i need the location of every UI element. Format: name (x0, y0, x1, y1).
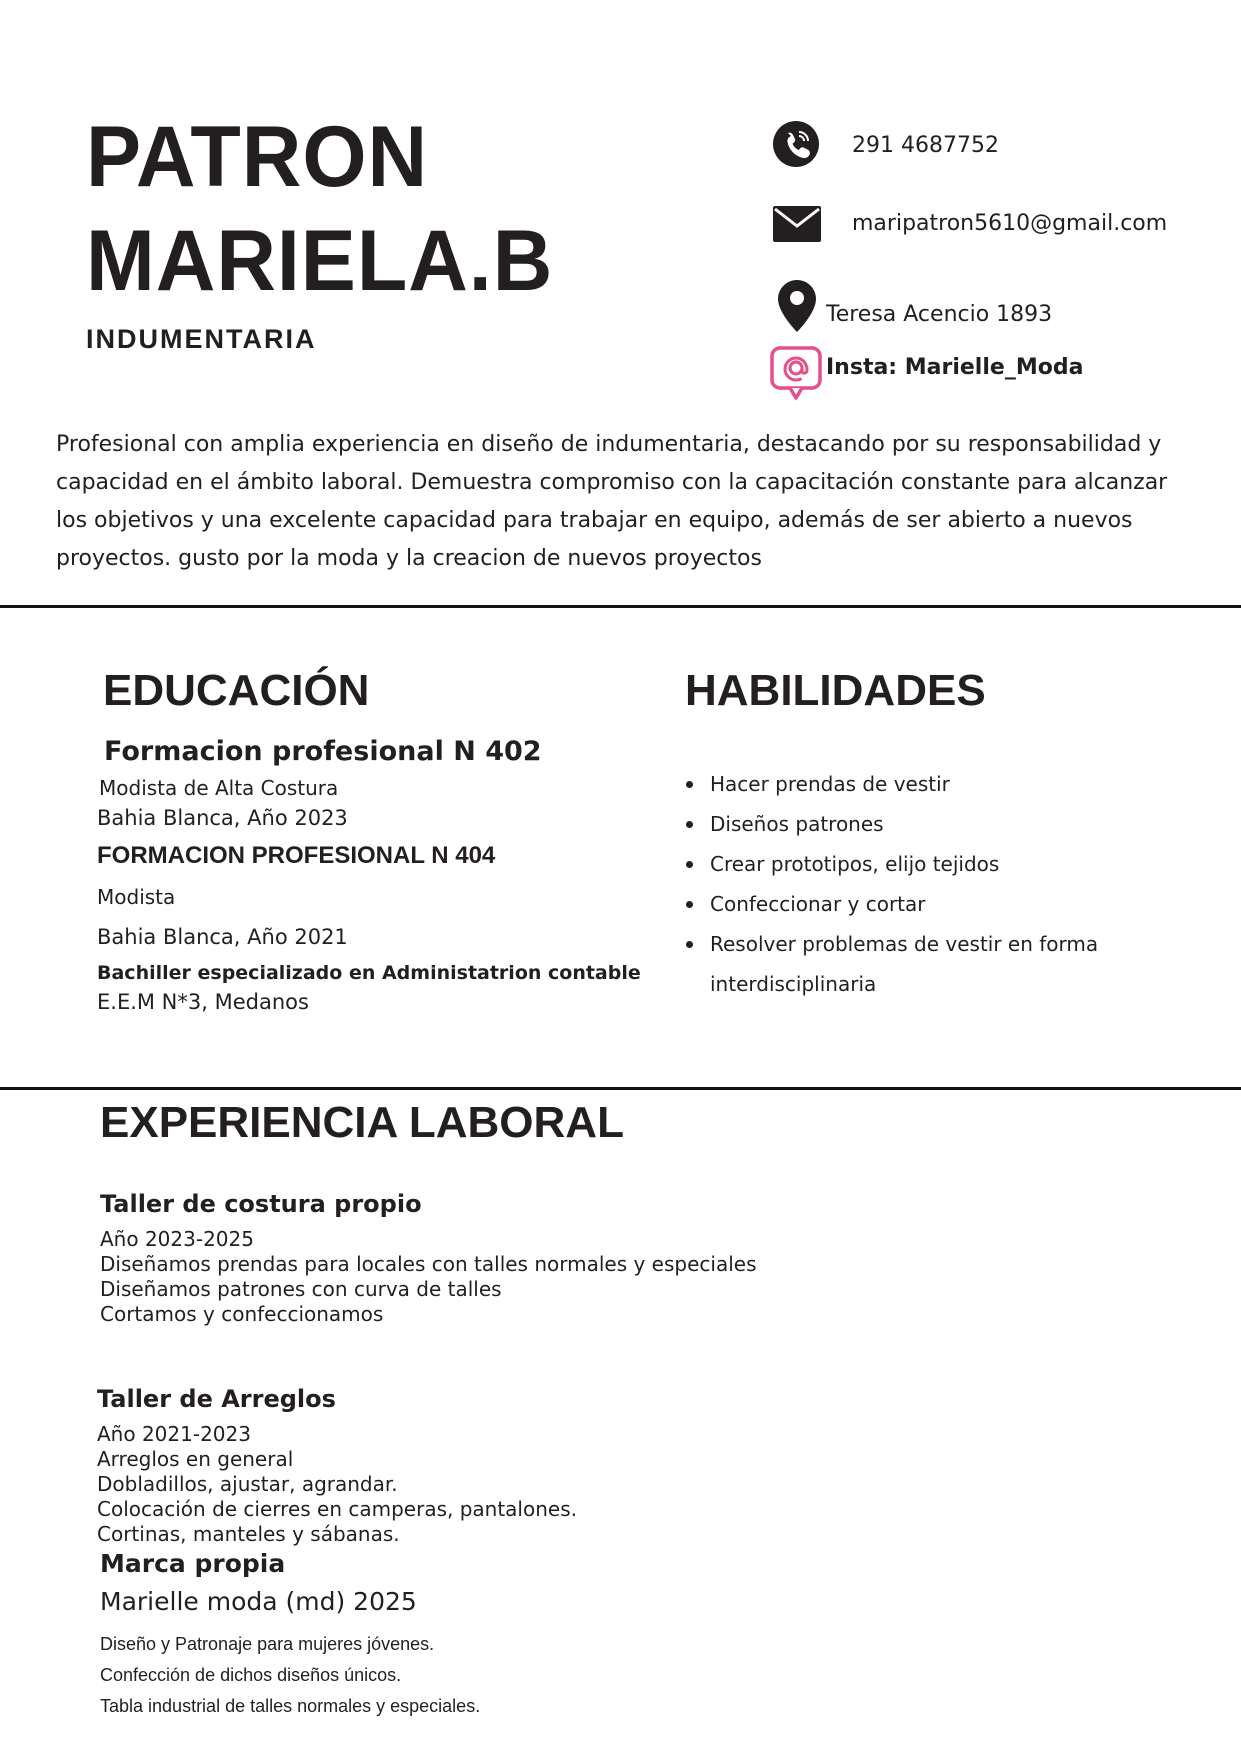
skill-text: Confeccionar y cortar (710, 892, 926, 916)
job-line: Tabla industrial de talles normales y especiales. (100, 1696, 481, 1716)
education-place-1: Bahia Blanca, Año 2023 (97, 806, 348, 830)
divider-top (0, 605, 1241, 608)
phone-icon (772, 120, 820, 168)
divider-bottom (0, 1087, 1241, 1090)
skill-text: Crear prototipos, elijo tejidos (710, 852, 1000, 876)
education-title: EDUCACIÓN (103, 666, 370, 715)
skill-text: Hacer prendas de vestir (710, 772, 950, 796)
job-line: Cortamos y confeccionamos (100, 1302, 384, 1326)
skills-list (682, 764, 1142, 1004)
job-line: Diseñamos prendas para locales con talles normales y especiales (100, 1252, 757, 1276)
job-line: Diseñamos patrones con curva de talles (100, 1277, 502, 1301)
job-line: Colocación de cierres en camperas, pantalones. (97, 1497, 577, 1521)
phone-number: 291 4687752 (852, 133, 999, 158)
skill-item (682, 884, 1142, 924)
education-school-2: FORMACION PROFESIONAL N 404 (97, 842, 496, 869)
profession-subtitle: INDUMENTARIA (86, 324, 317, 354)
skill-text: Diseños patrones (710, 812, 884, 836)
skill-item (682, 924, 1142, 1004)
education-school-3: Bachiller especializado en Administatrion contable (97, 962, 641, 984)
job-subtitle-3: Marielle moda (md) 2025 (100, 1587, 417, 1616)
job-line: Arreglos en general (97, 1447, 294, 1471)
experience-title: EXPERIENCIA LABORAL (100, 1098, 624, 1147)
education-degree-2: Modista (97, 885, 176, 909)
job-line: Año 2023-2025 (100, 1227, 254, 1251)
skill-text: Resolver problemas de vestir en forma interdisciplinaria (710, 932, 1099, 996)
skill-item (682, 844, 1142, 884)
instagram-at-icon (770, 346, 822, 400)
job-line: Diseño y Patronaje para mujeres jóvenes. (100, 1634, 435, 1654)
email-address: maripatron5610@gmail.com (852, 211, 1168, 236)
skills-title: HABILIDADES (685, 666, 986, 715)
job-line: Dobladillos, ajustar, agrandar. (97, 1472, 398, 1496)
education-degree-3: E.E.M N*3, Medanos (97, 990, 309, 1014)
skill-item (682, 804, 1142, 844)
education-school-1: Formacion profesional N 402 (104, 736, 542, 767)
location-pin-icon (778, 280, 816, 332)
job-line: Cortinas, manteles y sábanas. (97, 1522, 400, 1546)
job-line: Año 2021-2023 (97, 1422, 251, 1446)
email-icon (773, 206, 821, 242)
instagram-handle: Insta: Marielle_Moda (826, 355, 1084, 380)
education-place-2: Bahia Blanca, Año 2021 (97, 925, 348, 949)
job-title-3: Marca propia (100, 1549, 286, 1578)
job-title-1: Taller de costura propio (100, 1190, 422, 1218)
education-degree-1: Modista de Alta Costura (99, 776, 339, 800)
first-name: MARIELA.B (86, 213, 554, 309)
skill-item (682, 764, 1142, 804)
address: Teresa Acencio 1893 (826, 302, 1053, 327)
last-name: PATRON (86, 109, 429, 205)
job-title-2: Taller de Arreglos (97, 1385, 336, 1413)
job-line: Confección de dichos diseños únicos. (100, 1665, 402, 1685)
professional-summary: Profesional con amplia experiencia en diseño de indumentaria, destacando por su responsabilidad y capacidad en el ámbito laboral. Demuestra compromiso con la capacitación constante para alcanzar los objetivos y una excelente capacidad para trabajar en equipo, además de ser abierto a nuevos proyectos. gusto por la moda y la creacion de nuevos proyectos (56, 432, 1168, 571)
